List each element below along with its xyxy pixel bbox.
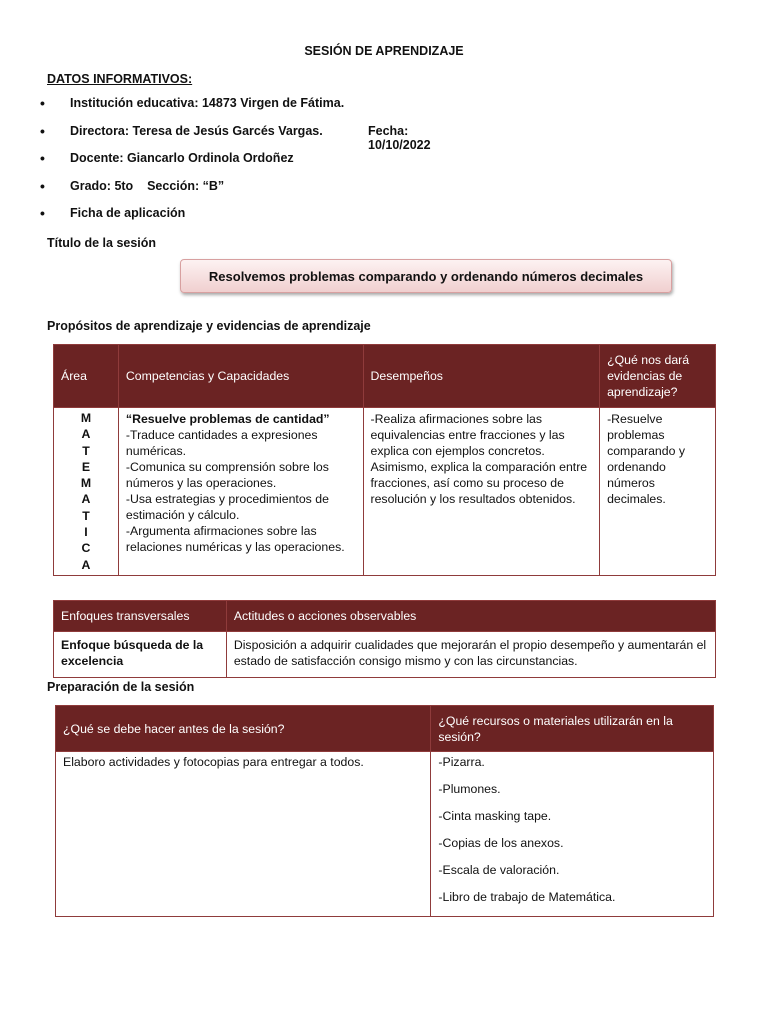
enfoques-table: [53, 600, 716, 678]
area-letters: [58, 410, 114, 573]
header-enfoques: Enfoques transversales: [54, 601, 227, 632]
area-letter: M: [80, 476, 92, 491]
recurso-item: -Pizarra.: [438, 755, 485, 769]
enfoques-row: [54, 632, 716, 678]
info-docente: • Docente: Giancarlo Ordinola Ordoñez: [40, 151, 344, 179]
info-ficha: • Ficha de aplicación: [40, 206, 344, 234]
competencia-title: “Resuelve problemas de cantidad”: [125, 412, 330, 426]
enfoques-header-row: [54, 601, 716, 632]
info-list: [40, 96, 431, 234]
info-directora: • Directora: Teresa de Jesús Garcés Vargas. Fecha: 10/10/2022: [40, 124, 344, 152]
capacidades-text: -Traduce cantidades a expresiones numéricas. -Comunica su comprensión sobre los números y las operaciones. -Usa estrategias y procedimientos de estimación y cálculo. -Argumenta afirmaciones sobre las relaciones numéricas y las operaciones.: [125, 428, 345, 554]
area-letter: A: [81, 427, 91, 442]
info-fecha: Fecha: 10/10/2022: [368, 123, 431, 152]
info-grado: • Grado: 5to Sección: “B”: [40, 179, 344, 207]
preparacion-row: [56, 752, 714, 917]
info-institucion: • Institución educativa: 14873 Virgen de Fátima.: [40, 96, 344, 124]
header-competencias: Competencias y Capacidades: [118, 345, 363, 408]
recurso-item: -Cinta masking tape.: [438, 809, 552, 823]
desempenos-cell: -Realiza afirmaciones sobre las equivalencias entre fracciones y las explica con ejemplos concretos. Asimismo, explica la comparación entre fracciones, así como su proceso de resolución y los resultados obtenidos.: [363, 408, 600, 576]
recurso-item: -Copias de los anexos.: [438, 836, 564, 850]
datos-informativos-heading: DATOS INFORMATIVOS:: [47, 72, 193, 86]
recurso-item: -Libro de trabajo de Matemática.: [438, 890, 616, 904]
area-letter: C: [81, 541, 91, 556]
area-letter: T: [82, 508, 90, 523]
document-title: SESIÓN DE APRENDIZAJE: [304, 44, 464, 58]
header-recursos: ¿Qué recursos o materiales utilizarán en la sesión?: [431, 706, 714, 752]
preparacion-header-row: [56, 706, 714, 752]
antes-cell: Elaboro actividades y fotocopias para entregar a todos.: [56, 752, 431, 917]
enfoque-cell: Enfoque búsqueda de la excelencia: [54, 632, 227, 678]
header-antes: ¿Qué se debe hacer antes de la sesión?: [56, 706, 431, 752]
header-desempenos: Desempeños: [363, 345, 600, 408]
titulo-label: Título de la sesión: [47, 236, 157, 250]
preparacion-table: [55, 705, 714, 917]
area-letter: A: [81, 557, 91, 572]
actitud-cell: Disposición a adquirir cualidades que mejorarán el propio desempeño y aumentarán el estado de satisfacción consigo mismo y con las circunstancias.: [226, 632, 715, 678]
header-evidencias: ¿Qué nos dará evidencias de aprendizaje?: [600, 345, 716, 408]
area-letter: E: [81, 459, 91, 474]
session-title-box: Resolvemos problemas comparando y ordenando números decimales: [180, 259, 672, 293]
area-letter: I: [84, 525, 88, 540]
propositos-label: Propósitos de aprendizaje y evidencias de aprendizaje: [47, 319, 371, 333]
header-area: Área: [54, 345, 119, 408]
area-letter: A: [81, 492, 91, 507]
competencias-cell: [118, 408, 363, 576]
propositos-table: [53, 344, 716, 576]
propositos-row: [54, 408, 716, 576]
recursos-cell: [431, 752, 714, 917]
preparacion-label: Preparación de la sesión: [47, 680, 195, 694]
recurso-item: -Plumones.: [438, 782, 501, 796]
recurso-item: -Escala de valoración.: [438, 863, 560, 877]
propositos-header-row: [54, 345, 716, 408]
area-cell: [54, 408, 119, 576]
evidencias-cell: -Resuelve problemas comparando y ordenando números decimales.: [600, 408, 716, 576]
header-actitudes: Actitudes o acciones observables: [226, 601, 715, 632]
area-letter: T: [82, 443, 90, 458]
area-letter: M: [80, 411, 92, 425]
